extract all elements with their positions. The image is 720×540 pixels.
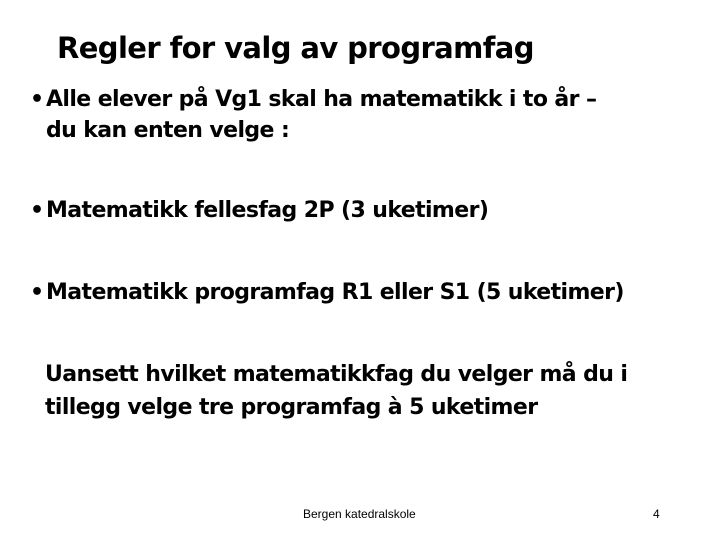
bullet-text-line-1: Alle elever på Vg1 skal ha matematikk i to år – <box>46 87 597 112</box>
paragraph-line-1: Uansett hvilket matematikkfag du velger må du i <box>45 362 628 387</box>
bullet-item-3 <box>30 277 624 308</box>
bullet-text: Matematikk fellesfag 2P (3 uketimer) <box>46 198 489 223</box>
bullet-text-line-2: du kan enten velge : <box>46 118 290 143</box>
footer-text: Bergen katedralskole <box>303 507 416 521</box>
bullet-icon: • <box>30 87 44 112</box>
closing-paragraph <box>45 358 627 424</box>
paragraph-line-2: tillegg velge tre programfag à 5 uketimer <box>45 395 538 420</box>
bullet-icon: • <box>30 280 44 305</box>
bullet-item-2 <box>30 195 488 226</box>
bullet-item-1 <box>30 84 596 146</box>
bullet-text: Matematikk programfag R1 eller S1 (5 uketimer) <box>46 280 624 305</box>
slide-title: Regler for valg av programfag <box>57 31 534 65</box>
bullet-icon: • <box>30 198 44 223</box>
page-number: 4 <box>653 507 660 521</box>
